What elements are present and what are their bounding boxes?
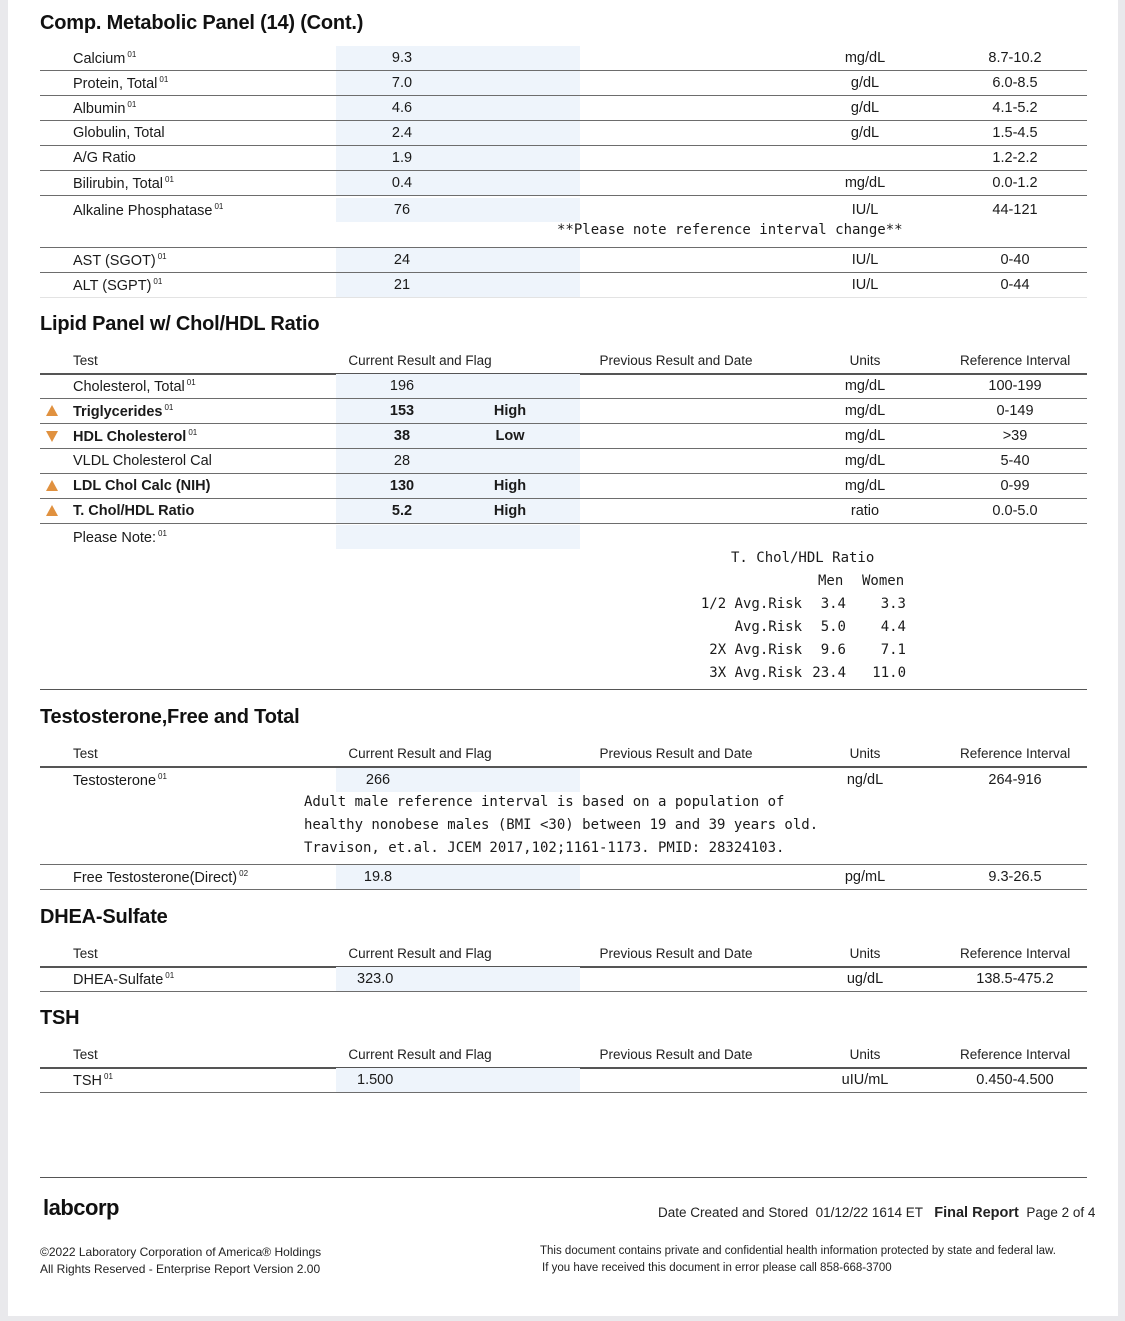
footnote-ref: 01 (153, 277, 163, 286)
risk-women: 3.3 (880, 596, 906, 612)
test-name: Testosterone (73, 773, 157, 789)
result-value: 323.0 (357, 971, 394, 987)
high-flag-arrow-icon (46, 405, 58, 416)
units: mg/dL (844, 453, 886, 469)
test-name: Albumin (73, 101, 126, 117)
result-flag: High (493, 503, 527, 519)
header-reference: Reference Interval (960, 353, 1071, 368)
footnote-ref: 01 (188, 428, 198, 437)
footnote-ref: 01 (158, 529, 167, 538)
risk-women: 7.1 (880, 642, 906, 658)
risk-women: 4.4 (880, 619, 906, 635)
units: IU/L (851, 202, 879, 218)
table-row (40, 71, 1087, 96)
risk-men: 3.4 (820, 596, 846, 612)
footnote-ref: 01 (127, 100, 137, 109)
reference-interval: 1.5-4.5 (992, 125, 1038, 141)
header-units: Units (849, 1047, 881, 1062)
result-value: 9.3 (391, 50, 413, 66)
header-test: Test (73, 946, 98, 961)
reference-interval: 0-44 (1000, 277, 1030, 293)
result-value: 1.9 (391, 150, 413, 166)
units: ug/dL (846, 971, 884, 987)
result-value: 1.500 (357, 1072, 394, 1088)
header-current: Current Result and Flag (348, 946, 492, 961)
header-reference: Reference Interval (960, 1047, 1071, 1062)
reference-interval: 9.3-26.5 (988, 869, 1042, 885)
units: mg/dL (844, 175, 886, 191)
reference-interval: 138.5-475.2 (976, 971, 1054, 987)
reference-interval: 0-149 (996, 403, 1034, 419)
units: IU/L (851, 277, 879, 293)
header-current: Current Result and Flag (348, 746, 492, 761)
result-value: 19.8 (363, 869, 393, 885)
risk-label: 3X Avg.Risk (709, 665, 802, 681)
footnote-ref: 01 (214, 202, 224, 211)
table-row (40, 525, 1087, 549)
test-name: ALT (SGPT) (73, 278, 152, 294)
table-row (40, 374, 1087, 399)
table-row (40, 1068, 1087, 1093)
reference-interval: 44-121 (992, 202, 1038, 218)
header-reference: Reference Interval (960, 946, 1071, 961)
header-reference: Reference Interval (960, 746, 1071, 761)
table-row (40, 967, 1087, 992)
footnote-ref: 01 (104, 1072, 113, 1081)
header-previous: Previous Result and Date (599, 946, 753, 961)
table-row (40, 499, 1087, 524)
table-header (40, 742, 1087, 768)
table-row (40, 146, 1087, 171)
result-flag: Low (495, 428, 525, 444)
header-previous: Previous Result and Date (599, 746, 753, 761)
risk-label: 2X Avg.Risk (709, 642, 802, 658)
privacy-contact: If you have received this document in error please call 858-668-3700 (542, 1262, 892, 1274)
reference-interval: 0.450-4.500 (976, 1072, 1054, 1088)
footnote-ref: 01 (164, 403, 174, 412)
header-previous: Previous Result and Date (599, 353, 753, 368)
units: g/dL (850, 75, 880, 91)
section-title-lipid: Lipid Panel w/ Chol/HDL Ratio (40, 313, 320, 335)
risk-col-women: Women (862, 573, 905, 589)
result-value: 7.0 (391, 75, 413, 91)
footnote-ref: 01 (186, 378, 196, 387)
result-comment-line: Adult male reference interval is based on a population of (304, 794, 785, 810)
test-name: Cholesterol, Total (73, 379, 185, 395)
risk-table-title: T. Chol/HDL Ratio (731, 550, 875, 566)
reference-interval: 8.7-10.2 (988, 50, 1042, 66)
test-name: Globulin, Total (73, 125, 165, 141)
test-name: DHEA-Sulfate (73, 972, 164, 988)
header-units: Units (849, 353, 881, 368)
report-status: Final Report (934, 1205, 1019, 1221)
page-number: Page 2 of 4 (1026, 1205, 1096, 1220)
units: pg/mL (844, 869, 886, 885)
privacy-notice: This document contains private and confidential health information protected by state and federal law. (540, 1245, 1056, 1257)
test-name: A/G Ratio (73, 150, 136, 166)
section-divider (40, 689, 1087, 690)
copyright-line: ©2022 Laboratory Corporation of America® Holdings (40, 1245, 322, 1259)
table-row (40, 399, 1087, 424)
reference-interval: 100-199 (988, 378, 1042, 394)
result-comment-line: healthy nonobese males (BMI <30) between 19 and 39 years old. (304, 817, 819, 833)
high-flag-arrow-icon (46, 480, 58, 491)
units: uIU/mL (841, 1072, 889, 1088)
result-value: 24 (393, 252, 411, 268)
result-value: 196 (389, 378, 415, 394)
test-name: TSH (73, 1073, 102, 1089)
header-units: Units (849, 946, 881, 961)
test-name: AST (SGOT) (73, 253, 156, 269)
high-flag-arrow-icon (46, 505, 58, 516)
header-current: Current Result and Flag (348, 353, 492, 368)
reference-interval: 0-99 (1000, 478, 1030, 494)
result-value: 21 (393, 277, 411, 293)
reference-interval: 6.0-8.5 (992, 75, 1038, 91)
footnote-ref: 01 (165, 175, 174, 184)
table-row (40, 196, 1087, 248)
result-value: 0.4 (391, 175, 413, 191)
units: g/dL (850, 100, 880, 116)
footnote-ref: 02 (239, 869, 249, 878)
result-flag: High (493, 478, 527, 494)
please-note-label: Please Note: (73, 530, 157, 546)
reference-interval: 0.0-5.0 (992, 503, 1038, 519)
reference-change-note: **Please note reference interval change** (557, 222, 903, 238)
reference-interval: 5-40 (1000, 453, 1030, 469)
units: ng/dL (846, 772, 884, 788)
result-value: 76 (393, 202, 411, 218)
table-header (40, 942, 1087, 968)
header-test: Test (73, 1047, 98, 1062)
test-name: T. Chol/HDL Ratio (73, 503, 195, 519)
table-row (40, 248, 1087, 273)
footnote-ref: 01 (159, 75, 169, 84)
reference-interval: 4.1-5.2 (992, 100, 1038, 116)
test-name: VLDL Cholesterol Cal (73, 453, 212, 469)
units: mg/dL (844, 50, 886, 66)
date-created-value: 01/12/22 1614 ET (815, 1205, 923, 1220)
test-name: Triglycerides (73, 404, 163, 420)
risk-label: Avg.Risk (734, 619, 802, 635)
reference-interval: >39 (1002, 428, 1028, 444)
table-row (40, 96, 1087, 121)
result-value: 38 (393, 428, 411, 444)
units: mg/dL (844, 428, 886, 444)
header-units: Units (849, 746, 881, 761)
result-value: 28 (393, 453, 411, 469)
reference-interval: 0.0-1.2 (992, 175, 1038, 191)
units: mg/dL (844, 378, 886, 394)
risk-col-men: Men (818, 573, 844, 589)
units: g/dL (850, 125, 880, 141)
table-row (40, 424, 1087, 449)
risk-label: 1/2 Avg.Risk (700, 596, 802, 612)
test-name: Bilirubin, Total (73, 176, 164, 192)
table-row (40, 273, 1087, 298)
risk-women: 11.0 (872, 665, 906, 681)
result-value: 5.2 (391, 503, 413, 519)
reference-interval: 1.2-2.2 (992, 150, 1038, 166)
footnote-ref: 01 (165, 971, 175, 980)
result-flag: High (493, 403, 527, 419)
section-title-testosterone: Testosterone,Free and Total (40, 706, 300, 728)
rights-line: All Rights Reserved - Enterprise Report Version 2.00 (40, 1262, 321, 1276)
header-test: Test (73, 353, 98, 368)
footnote-ref: 01 (157, 252, 167, 261)
result-value: 2.4 (391, 125, 413, 141)
section-title-tsh: TSH (40, 1007, 80, 1029)
table-row (40, 449, 1087, 474)
low-flag-arrow-icon (46, 431, 58, 442)
table-row (40, 121, 1087, 146)
test-name: LDL Chol Calc (NIH) (73, 478, 211, 494)
date-created-label: Date Created and Stored (658, 1205, 809, 1220)
table-header (40, 1043, 1087, 1069)
header-test: Test (73, 746, 98, 761)
risk-men: 5.0 (820, 619, 846, 635)
risk-men: 23.4 (812, 665, 846, 681)
result-value: 4.6 (391, 100, 413, 116)
reference-interval: 264-916 (988, 772, 1042, 788)
units: mg/dL (844, 403, 886, 419)
risk-men: 9.6 (820, 642, 846, 658)
test-name: HDL Cholesterol (73, 429, 187, 445)
table-row (40, 171, 1087, 196)
result-value: 266 (365, 772, 391, 788)
test-name: Protein, Total (73, 76, 158, 92)
footer-divider (40, 1177, 1087, 1178)
table-header (40, 349, 1087, 375)
test-name: Alkaline Phosphatase (73, 203, 213, 219)
table-row (40, 768, 1087, 865)
result-comment-line: Travison, et.al. JCEM 2017,102;1161-1173. PMID: 28324103. (304, 840, 785, 856)
footnote-ref: 01 (127, 50, 137, 59)
labcorp-logo: labcorp (43, 1195, 119, 1220)
table-row (40, 865, 1087, 890)
reference-interval: 0-40 (1000, 252, 1030, 268)
header-current: Current Result and Flag (348, 1047, 492, 1062)
result-value: 153 (389, 403, 415, 419)
section-title-cmp: Comp. Metabolic Panel (14) (Cont.) (40, 12, 364, 34)
table-row (40, 46, 1087, 71)
report-meta (658, 1205, 1095, 1221)
section-title-dhea: DHEA-Sulfate (40, 906, 168, 928)
table-row (40, 474, 1087, 499)
test-name: Calcium (73, 51, 126, 67)
units: mg/dL (844, 478, 886, 494)
test-name: Free Testosterone(Direct) (73, 870, 238, 886)
result-value: 130 (389, 478, 415, 494)
units: IU/L (851, 252, 879, 268)
header-previous: Previous Result and Date (599, 1047, 753, 1062)
footnote-ref: 01 (158, 772, 167, 781)
units: ratio (850, 503, 880, 519)
